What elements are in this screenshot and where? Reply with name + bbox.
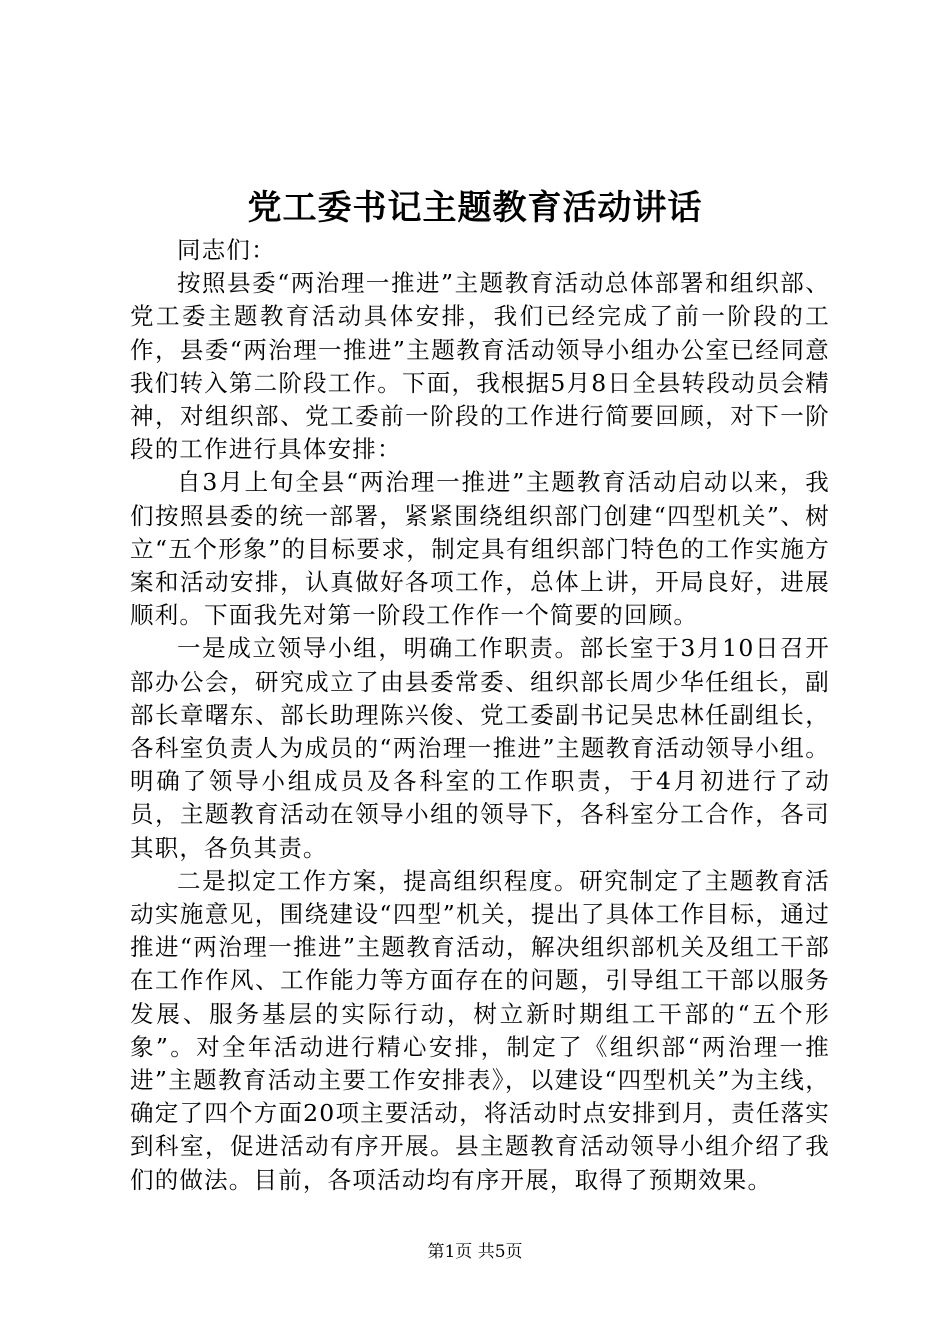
intro-paragraph: 按照县委“两治理一推进”主题教育活动总体部署和组织部、党工委主题教育活动具体安排，我们已经完成了前一阶段的工作，县委“两治理一推进”主题教育活动领导小组办公室已经同意我们转入第二阶段工作。下面，我根据5月8日全县转段动员会精神，对组织部、党工委前一阶段的工作进行简要回顾，对下一阶段的工作进行具体安排：	[130, 269, 830, 464]
salutation-paragraph: 同志们：	[177, 236, 276, 264]
document-title: 党工委书记主题教育活动讲话	[247, 188, 703, 228]
review-paragraph: 自3月上旬全县“两治理一推进”主题教育活动启动以来，我们按照县委的统一部署，紧紧围绕组织部门创建“四型机关”、树立“五个形象”的目标要求，制定具有组织部门特色的工作实施方案和活动安排，认真做好各项工作，总体上讲，开局良好，进展顺利。下面我先对第一阶段工作作一个简要的回顾。	[130, 468, 830, 630]
document-body	[130, 234, 830, 1197]
point-one-paragraph: 一是成立领导小组，明确工作职责。部长室于3月10日召开部办公会，研究成立了由县委常委、组织部长周少华任组长，副部长章曙东、部长助理陈兴俊、党工委副书记吴忠林任副组长，各科室负责人为成员的“两治理一推进”主题教育活动领导小组。明确了领导小组成员及各科室的工作职责，于4月初进行了动员，主题教育活动在领导小组的领导下，各科室分工合作，各司其职，各负其责。	[130, 634, 830, 862]
point-two-paragraph: 二是拟定工作方案，提高组织程度。研究制定了主题教育活动实施意见，围绕建设“四型”机关，提出了具体工作目标，通过推进“两治理一推进”主题教育活动，解决组织部机关及组工干部在工作作风、工作能力等方面存在的问题，引导组工干部以服务发展、服务基层的实际行动，树立新时期组工干部的“五个形象”。对全年活动进行精心安排，制定了《组织部“两治理一推进”主题教育活动主要工作安排表》，以建设“四型机关”为主线，确定了四个方面20项主要活动，将活动时点安排到月，责任落实到科室，促进活动有序开展。县主题教育活动领导小组介绍了我们的做法。目前，各项活动均有序开展，取得了预期效果。	[130, 866, 830, 1194]
page-number-footer: 第1页 共5页	[427, 1242, 523, 1262]
